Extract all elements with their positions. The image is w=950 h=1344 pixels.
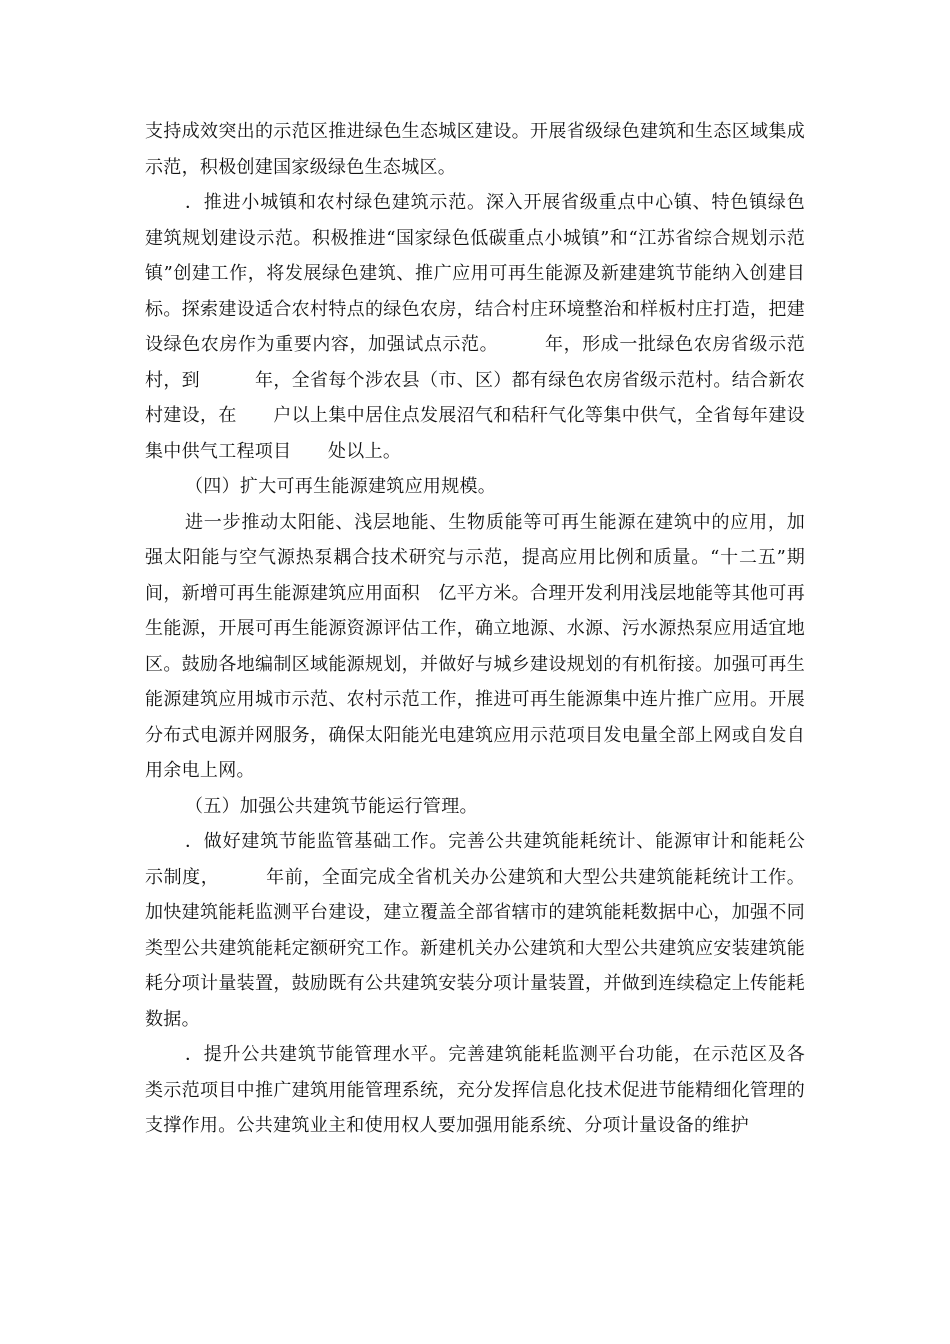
paragraph-green-eco-district-continued: 支持成效突出的示范区推进绿色生态城区建设。开展省级绿色建筑和生态区域集成示范，积极创建国家级绿色生态城区。: [145, 121, 805, 178]
document-page: [145, 114, 805, 1144]
paragraph-small-town-rural-demo: ．推进小城镇和农村绿色建筑示范。深入开展省级重点中心镇、特色镇绿色建筑规划建设示范。积极推进“国家绿色低碳重点小城镇”和“江苏省综合规划示范镇”创建工作，将发展绿色建筑、推广应用可再生能源及新建建筑节能纳入创建目标。探索建设适合农村特点的绿色农房，结合村庄环境整治和样板村庄打造，把建设绿色农房作为重要内容，加强试点示范。 年，形成一批绿色农房省级示范村，到 年，全省每个涉农县（市、区）都有绿色农房省级示范村。结合新农村建设，在 户以上集中居住点发展沼气和秸秆气化等集中供气，全省每年建设集中供气工程项目 处以上。: [145, 192, 805, 462]
paragraph-energy-management-level: ．提升公共建筑节能管理水平。完善建筑能耗监测平台功能，在示范区及各类示范项目中推广建筑用能管理系统，充分发挥信息化技术促进节能精细化管理的支撑作用。公共建筑业主和使用权人要加强用能系统、分项计量设备的维护: [145, 1044, 805, 1136]
paragraph-energy-monitoring-basics: ．做好建筑节能监管基础工作。完善公共建筑能耗统计、能源审计和能耗公示制度， 年前，全面完成全省机关办公建筑和大型公共建筑能耗统计工作。加快建筑能耗监测平台建设，建立覆盖全部省辖市的建筑能耗数据中心，加强不同类型公共建筑能耗定额研究工作。新建机关办公建筑和大型公共建筑应安装建筑能耗分项计量装置，鼓励既有公共建筑安装分项计量装置，并做到连续稳定上传能耗数据。: [145, 831, 805, 1030]
section-heading-renewable-energy: （四）扩大可再生能源建筑应用规模。: [185, 476, 497, 497]
paragraph-renewable-energy: 进一步推动太阳能、浅层地能、生物质能等可再生能源在建筑中的应用，加强太阳能与空气源热泵耦合技术研究与示范，提高应用比例和质量。“十二五”期间，新增可再生能源建筑应用面积 亿平方米。合理开发利用浅层地能等其他可再生能源，开展可再生能源资源评估工作，确立地源、水源、污水源热泵应用适宜地区。鼓励各地编制区域能源规划，并做好与城乡建设规划的有机衔接。加强可再生能源建筑应用城市示范、农村示范工作，推进可再生能源集中连片推广应用。开展分布式电源并网服务，确保太阳能光电建筑应用示范项目发电量全部上网或自发自用余电上网。: [145, 511, 805, 781]
section-heading-public-building: （五）加强公共建筑节能运行管理。: [185, 795, 478, 817]
